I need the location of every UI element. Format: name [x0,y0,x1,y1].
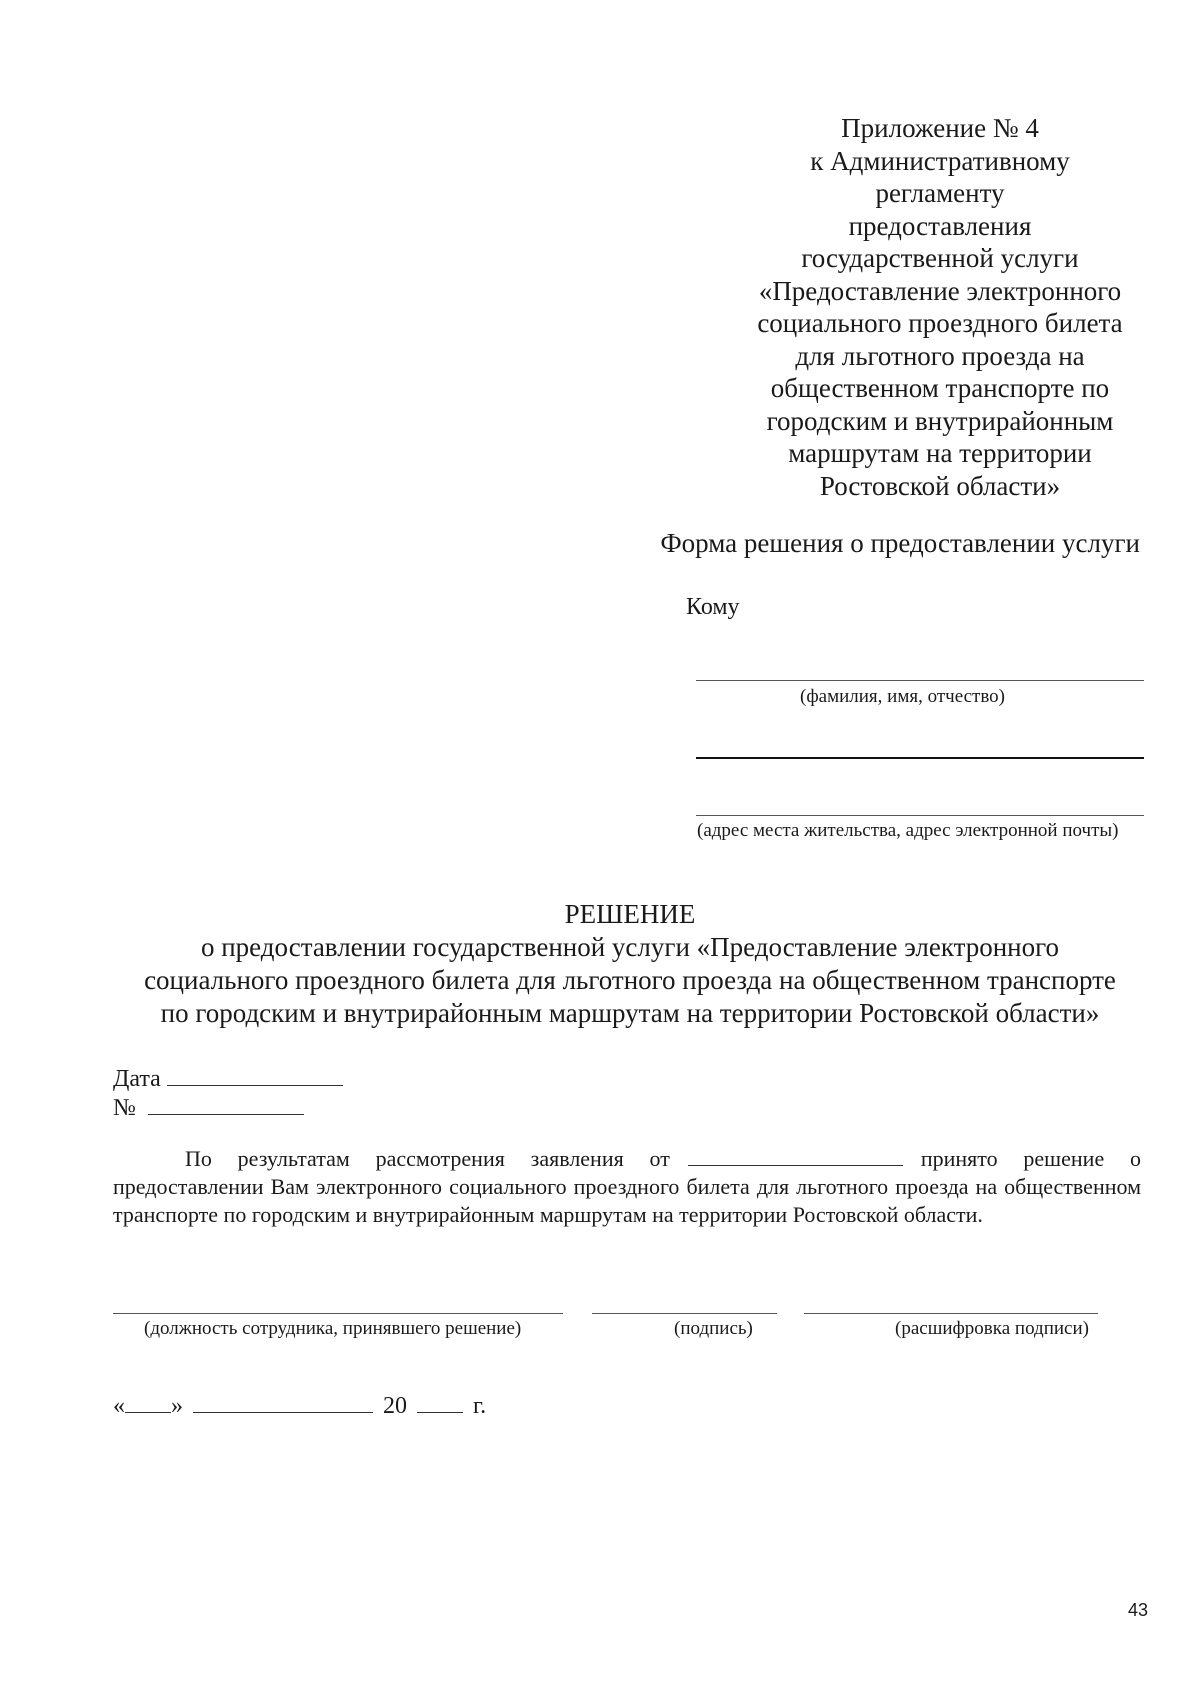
number-field [113,1094,304,1122]
address-field-line-2[interactable] [696,815,1144,816]
to-label: Кому [686,594,740,620]
appendix-line: к Административному [810,145,1070,176]
signature-caption: (подпись) [674,1318,753,1339]
decision-subtitle-line: о предоставлении государственной услуги «Предоставление электронного [200,932,1060,962]
application-date-blank[interactable] [688,1147,903,1166]
appendix-header [740,112,1140,502]
decision-block [80,898,1180,1030]
appendix-line: городским и внутрирайонным [766,405,1114,436]
appendix-line: Ростовской области» [819,470,1061,501]
page-number: 43 [1127,1600,1148,1620]
decision-heading: РЕШЕНИЕ [564,899,696,929]
appendix-line: социального проездного билета [757,308,1123,338]
date-line [113,1392,486,1420]
date-label: Дата [113,1066,161,1092]
decision-subtitle-line: социального проездного билета для льготного проезда на общественном транспорте [144,965,1116,995]
decoding-caption: (расшифровка подписи) [895,1318,1089,1339]
position-line[interactable] [113,1313,563,1314]
date-blank[interactable] [167,1065,343,1086]
year-suffix: г. [473,1393,487,1419]
close-quote: » [171,1393,183,1419]
body-part-2: принято решение о предоставлении Вам электронного социального проездного билета для льготного проезда на общественном транспорте по городским и внутрирайонным маршрутам на территории Ростовской области. [113,1146,1142,1227]
appendix-line: предоставления [848,210,1032,241]
appendix-line: регламенту [875,178,1005,208]
form-title: Форма решения о предоставлении услуги [660,528,1140,558]
name-caption: (фамилия, имя, отчество) [800,686,1006,707]
year-blank[interactable] [417,1392,463,1413]
number-label: № [113,1095,136,1121]
open-quote: « [113,1393,125,1419]
decision-subtitle-line: по городским и внутрирайонным маршрутам на территории Ростовской области» [160,998,1100,1028]
appendix-line: Приложение № 4 [841,113,1039,143]
appendix-line: маршрутам на территории [788,438,1092,468]
address-field-line-1[interactable] [696,757,1144,759]
name-field-line[interactable] [696,680,1144,681]
appendix-line: общественном транспорте по [770,373,1110,403]
position-caption: (должность сотрудника, принявшего решение) [144,1318,522,1339]
appendix-line: для льготного проезда на [795,340,1085,371]
body-part-1: По результатам рассмотрения заявления от [185,1146,670,1171]
address-caption: (адрес места жительства, адрес электронной почты) [697,820,1119,841]
month-blank[interactable] [193,1392,373,1413]
date-field [113,1065,343,1093]
day-blank[interactable] [125,1392,171,1413]
signature-line[interactable] [592,1313,777,1314]
decoding-line[interactable] [804,1313,1098,1314]
body-paragraph [113,1145,1141,1229]
appendix-line: государственной услуги [801,243,1079,273]
year-prefix: 20 [383,1393,407,1419]
number-blank[interactable] [148,1094,304,1115]
appendix-line: «Предоставление электронного [758,275,1122,306]
